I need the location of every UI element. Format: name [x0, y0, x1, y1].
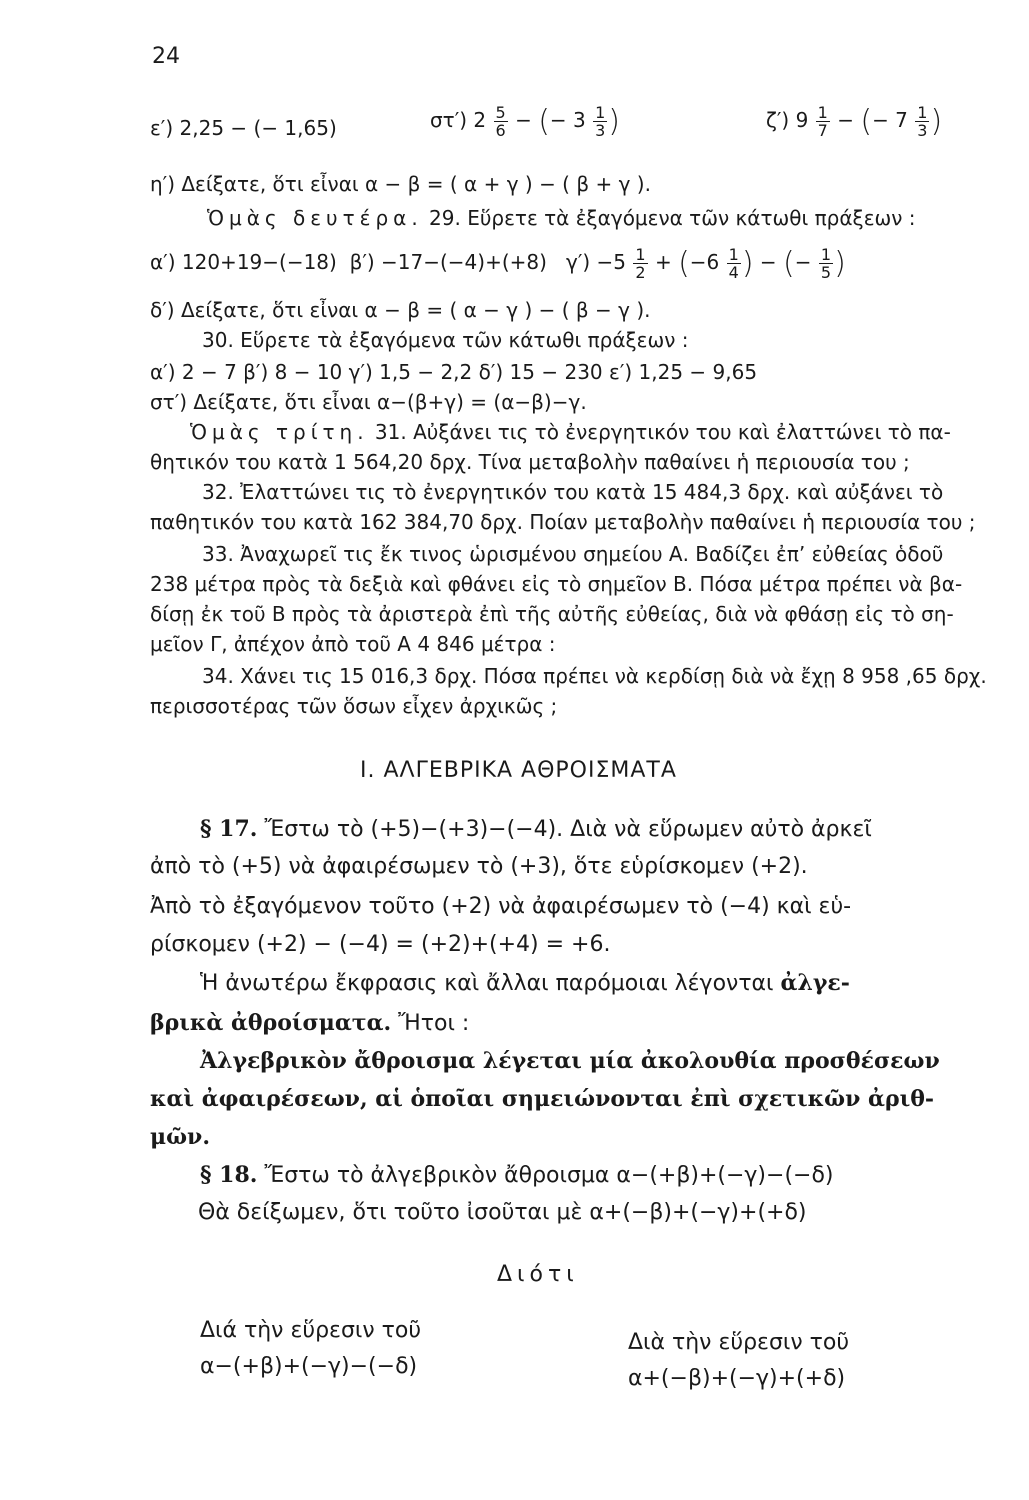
exercise-30-st: στ′) Δείξατε, ὅτι εἶναι α−(β+γ) = (α−β)−γ.: [150, 390, 587, 414]
paren-close: ): [741, 246, 754, 281]
exercise-29: [150, 246, 846, 281]
paren-close: ): [608, 104, 621, 139]
definition-line-3: μῶν.: [150, 1124, 210, 1150]
section-18-text-1: Ἔστω τὸ ἀλγεβρικὸν ἄθροισμα α−(+β)+(−γ)−(−δ): [264, 1163, 834, 1188]
right-column-expression: α+(−β)+(−γ)+(+δ): [628, 1366, 846, 1391]
section-17-line-5: [200, 970, 850, 996]
section-17-bold-term: ἀλγε-: [780, 970, 850, 996]
problem-33-line-1: 33. Ἀναχωρεῖ τις ἔκ τινος ὡρισμένου σημείου Α. Βαδίζει ἐπ’ εὐθείας ὁδοῦ: [202, 542, 944, 566]
problem-31-line-2: θητικόν του κατὰ 1 564,20 δρχ. Τίνα μεταβολὴν παθαίνει ἡ περιουσία του ;: [150, 450, 910, 474]
problem-33-line-4: μεῖον Γ, ἀπέχον ἀπὸ τοῦ Α 4 846 μέτρα :: [150, 632, 556, 656]
operator: +: [654, 250, 672, 274]
section-17-text-5: Ἡ ἀνωτέρω ἔκφρασις καὶ ἄλλαι παρόμοιαι λέγονται: [200, 971, 774, 996]
section-18-line-1: [200, 1162, 834, 1188]
fraction: [915, 104, 929, 139]
section-18-mark: § 18.: [200, 1162, 258, 1188]
section-17-mark: § 17.: [200, 816, 258, 842]
exercise-st-label: στ′) 2: [430, 108, 487, 132]
fraction-denominator: 7: [817, 121, 828, 140]
problem-32-line-2: παθητικόν του κατὰ 162 384,70 δρχ. Ποίαν μεταβολὴν παθαίνει ἡ περιουσία του ;: [150, 510, 976, 534]
problem-33-line-3: δίσῃ ἐκ τοῦ Β πρὸς τὰ ἀριστερὰ ἐπὶ τῆς αὐτῆς εὐθείας, διὰ νὰ φθάσῃ εἰς τὸ ση-: [150, 602, 954, 626]
exercise-29-a: α′) 120+19−(−18): [150, 250, 337, 274]
exercise-29-g: γ′) −5: [566, 250, 627, 274]
page-number: 24: [152, 44, 180, 69]
exercise-29-inner-2: −: [794, 250, 812, 274]
operator: −: [759, 250, 777, 274]
fraction-numerator: 1: [728, 245, 739, 264]
exercise-e: ε′) 2,25 − (− 1,65): [150, 116, 337, 140]
fraction-denominator: 3: [595, 121, 606, 140]
paren-open: (: [783, 246, 795, 281]
fraction-numerator: 5: [495, 103, 506, 122]
group-two-label: Ὁμὰς δευτέρα.: [207, 206, 423, 230]
group-two-line: [207, 206, 916, 230]
problem-32-line-1: 32. Ἐλαττώνει τις τὸ ἐνεργητικόν του κατὰ 15 484,3 δρχ. καὶ αὐξάνει τὸ: [202, 480, 944, 504]
section-heading: I. ΑΛΓΕΒΡΙΚΑ ΑΘΡΟΙΣΜΑΤΑ: [360, 758, 677, 783]
section-17-text-1: Ἔστω τὸ (+5)−(+3)−(−4). Διὰ νὰ εὕρωμεν αὐτὸ ἀρκεῖ: [264, 817, 872, 842]
left-column-title: Διά τὴν εὕρεσιν τοῦ: [200, 1318, 422, 1343]
problem-31-line-1: 31. Αὐξάνει τις τὸ ἐνεργητικόν του καὶ ἐλαττώνει τὸ πα-: [374, 420, 951, 444]
definition-line-1: Ἀλγεβρικὸν ἄθροισμα λέγεται μία ἀκολουθία προσθέσεων: [200, 1048, 940, 1074]
section-17-text-6: Ἤτοι :: [398, 1011, 470, 1036]
fraction-numerator: 1: [817, 103, 828, 122]
left-column-expression: α−(+β)+(−γ)−(−δ): [200, 1354, 418, 1379]
paren-close: ): [834, 246, 846, 281]
fraction: [819, 246, 833, 281]
section-17-line-3: Ἀπὸ τὸ ἐξαγόμενον τοῦτο (+2) νὰ ἀφαιρέσωμεν τὸ (−4) καὶ εὑ-: [150, 894, 852, 919]
exercise-st-inner: − 3: [549, 108, 586, 132]
exercise-delta: δ′) Δείξατε, ὅτι εἶναι α − β = ( α − γ ) − ( β − γ ).: [150, 298, 651, 322]
exercise-z-label: ζ′) 9: [766, 108, 809, 132]
fraction: [727, 246, 741, 281]
exercise-st: [430, 104, 620, 139]
exercise-29-inner-1: −6: [689, 250, 720, 274]
operator: −: [515, 108, 532, 132]
fraction-numerator: 1: [635, 245, 646, 264]
problem-33-line-2: 238 μέτρα πρὸς τὰ δεξιὰ καὶ φθάνει εἰς τὸ σημεῖον Β. Πόσα μέτρα πρέπει νὰ βα-: [150, 572, 963, 596]
fraction: [816, 104, 830, 139]
fraction: [494, 104, 508, 139]
section-17-line-1: [200, 816, 872, 842]
fraction-denominator: 2: [635, 263, 646, 282]
paren-open: (: [860, 104, 873, 139]
section-18-line-2: Θὰ δείξωμεν, ὅτι τοῦτο ἰσοῦται μὲ α+(−β)+(−γ)+(+δ): [198, 1200, 807, 1225]
exercise-eta: η′) Δείξατε, ὅτι εἶναι α − β = ( α + γ ) − ( β + γ ).: [150, 172, 651, 196]
fraction-denominator: 5: [820, 263, 832, 282]
fraction-numerator: 1: [820, 245, 832, 264]
problem-34-line-1: 34. Χάνει τις 15 016,3 δρχ. Πόσα πρέπει νὰ κερδίσῃ διὰ νὰ ἔχῃ 8 958 ,65 δρχ.: [202, 664, 987, 688]
dioti-heading: Διότι: [497, 1262, 579, 1287]
paren-close: ): [930, 104, 943, 139]
fraction-denominator: 4: [728, 263, 739, 282]
section-17-line-6: [150, 1010, 469, 1036]
exercise-z: [766, 104, 942, 139]
definition-line-2: καὶ ἀφαιρέσεων, αἱ ὁποῖαι σημειώνονται ἐπὶ σχετικῶν ἀριθ-: [150, 1086, 935, 1112]
group-three-line: [190, 420, 951, 444]
exercise-30-items: α′) 2 − 7 β′) 8 − 10 γ′) 1,5 − 2,2 δ′) 15 − 230 ε′) 1,25 − 9,65: [150, 360, 758, 384]
exercise-29-intro: 29. Εὕρετε τὰ ἐξαγόμενα τῶν κάτωθι πράξεων :: [429, 206, 916, 230]
paren-open: (: [678, 246, 690, 281]
section-17-bold-term-end: βρικὰ ἀθροίσματα.: [150, 1010, 392, 1036]
right-column-title: Διὰ τὴν εὕρεσιν τοῦ: [628, 1330, 850, 1355]
fraction: [633, 246, 647, 281]
operator: −: [837, 108, 854, 132]
fraction-numerator: 1: [595, 103, 606, 122]
section-17-line-2: ἀπὸ τὸ (+5) νὰ ἀφαιρέσωμεν τὸ (+3), ὅτε εὑρίσκομεν (+2).: [150, 854, 808, 879]
paren-open: (: [538, 104, 550, 139]
group-three-label: Ὁμὰς τρίτη.: [190, 420, 369, 444]
exercise-z-inner: − 7: [872, 108, 908, 132]
fraction-numerator: 1: [917, 103, 928, 122]
fraction: [593, 104, 607, 139]
section-17-line-4: ρίσκομεν (+2) − (−4) = (+2)+(+4) = +6.: [150, 932, 611, 957]
problem-34-line-2: περισσοτέρας τῶν ὅσων εἶχεν ἀρχικῶς ;: [150, 694, 558, 718]
fraction-denominator: 3: [917, 121, 928, 140]
exercise-29-b: β′) −17−(−4)+(+8): [349, 250, 547, 274]
fraction-denominator: 6: [495, 121, 506, 140]
exercise-30: 30. Εὕρετε τὰ ἐξαγόμενα τῶν κάτωθι πράξεων :: [202, 328, 689, 352]
